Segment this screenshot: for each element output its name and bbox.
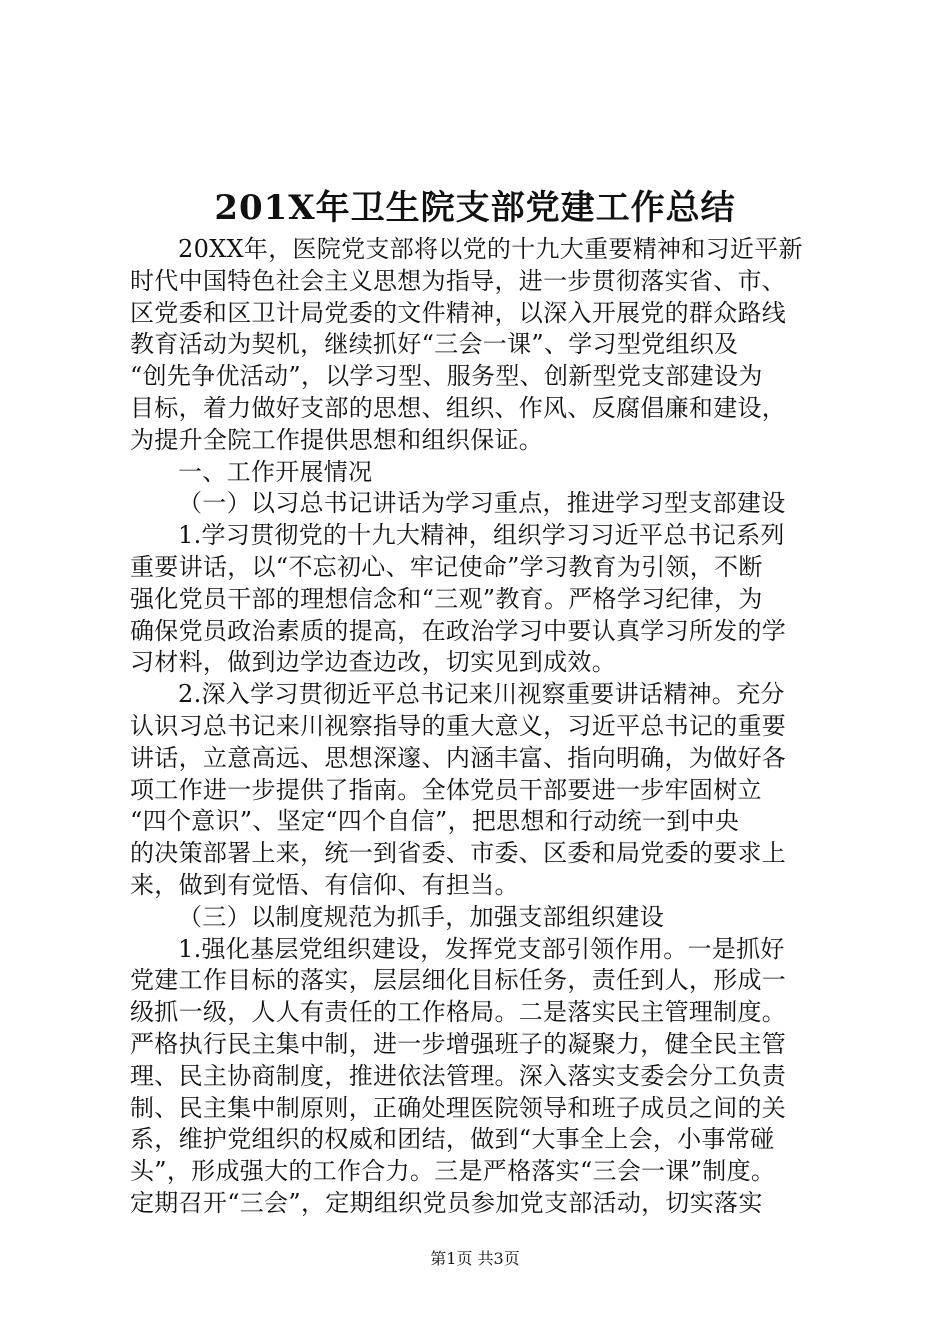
text-line: 2.深入学习贯彻近平总书记来川视察重要讲话精神。充分 (178, 680, 785, 709)
text-line: 20XX年，医院党支部将以党的十九大重要精神和习近平新 (178, 235, 803, 263)
text-line: 党建工作目标的落实，层层细化目标任务，责任到人，形成一 (130, 966, 787, 995)
text-line: 习材料，做到边学边查边改，切实见到成效。 (130, 648, 616, 677)
text-line: 理、民主协商制度，推进依法管理。深入落实支委会分工负责 (130, 1061, 787, 1090)
text-line: （一）以习总书记讲话为学习重点，推进学习型支部建设 (178, 489, 786, 518)
text-line: （三）以制度规范为抓手，加强支部组织建设 (178, 902, 664, 931)
text-line: 区党委和区卫计局党委的文件精神，以深入开展党的群众路线 (130, 298, 787, 327)
text-line: 教育活动为契机，继续抓好“三会一课”、学习型党组织及 (130, 330, 739, 359)
text-line: 讲话，立意高远、思想深邃、内涵丰富、指向明确，为做好各 (130, 743, 787, 772)
text-line: 定期召开“三会”，定期组织党员参加党支部活动，切实落实 (130, 1188, 763, 1217)
text-line: 严格执行民主集中制，进一步增强班子的凝聚力，健全民主管 (130, 1029, 787, 1058)
text-line: 目标，着力做好支部的思想、组织、作风、反腐倡廉和建设， (130, 393, 787, 422)
text-line: “创先争优活动”，以学习型、服务型、创新型党支部建设为 (130, 362, 763, 391)
text-line: 确保党员政治素质的提高，在政治学习中要认真学习所发的学 (130, 616, 787, 645)
document-body (130, 234, 830, 1220)
text-line: 头”，形成强大的工作合力。三是严格落实“三会一课”制度。 (130, 1157, 776, 1186)
page-number-footer: 第1页 共3页 (430, 1249, 520, 1268)
text-line: 1.强化基层党组织建设，发挥党支部引领作用。一是抓好 (178, 934, 785, 963)
text-line: 级抓一级，人人有责任的工作格局。二是落实民主管理制度。 (130, 998, 787, 1027)
text-line: 时代中国特色社会主义思想为指导，进一步贯彻落实省、市、 (130, 266, 787, 295)
text-line: 为提升全院工作提供思想和组织保证。 (130, 425, 544, 454)
text-line: 的决策部署上来，统一到省委、市委、区委和局党委的要求上 (130, 839, 787, 868)
text-line: 重要讲话，以“不忘初心、牢记使命”学习教育为引领，不断 (130, 552, 763, 581)
document-title: 201X年卫生院支部党建工作总结 (214, 188, 736, 228)
text-line: “四个意识”、坚定“四个自信”，把思想和行动统一到中央 (130, 807, 740, 836)
text-line: 认识习总书记来川视察指导的重大意义，习近平总书记的重要 (130, 711, 787, 740)
text-line: 一、工作开展情况 (178, 457, 373, 486)
text-line: 项工作进一步提供了指南。全体党员干部要进一步牢固树立 (130, 775, 762, 804)
text-line: 系，维护党组织的权威和团结，做到“大事全上会，小事常碰 (130, 1125, 775, 1154)
text-line: 制、民主集中制原则，正确处理医院领导和班子成员之间的关 (130, 1093, 787, 1122)
text-line: 1.学习贯彻党的十九大精神，组织学习习近平总书记系列 (178, 521, 785, 550)
text-line: 来，做到有觉悟、有信仰、有担当。 (130, 870, 519, 899)
text-line: 强化党员干部的理想信念和“三观”教育。严格学习纪律，为 (130, 584, 763, 613)
